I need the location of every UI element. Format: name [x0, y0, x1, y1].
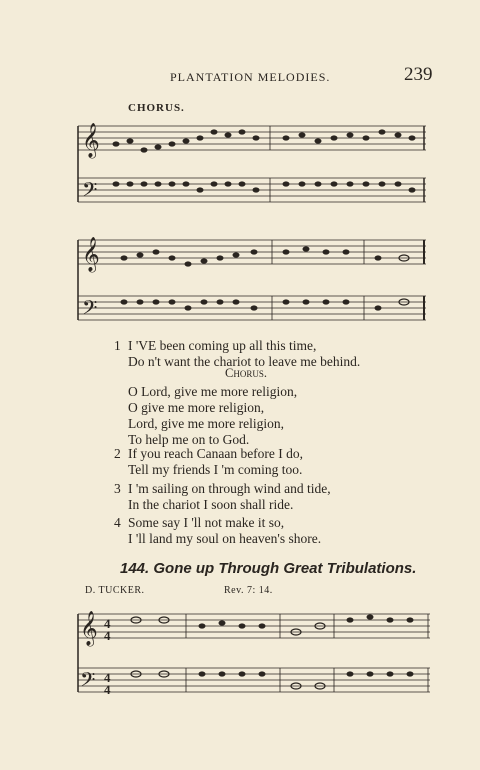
svg-text:𝄢: 𝄢	[80, 668, 96, 696]
verse-line: Tell my friends I 'm coming too.	[128, 462, 303, 477]
svg-text:𝄞: 𝄞	[82, 123, 100, 158]
chorus-text	[0, 384, 480, 448]
verse-line: I 'll land my soul on heaven's shore.	[128, 531, 322, 546]
verse-number: 1	[114, 338, 121, 353]
chorus-label: Chorus.	[225, 366, 267, 380]
chorus-line: O give me more religion,	[128, 400, 265, 415]
svg-text:4: 4	[104, 670, 111, 685]
verse-4	[0, 515, 480, 547]
svg-text:𝄢: 𝄢	[82, 296, 98, 324]
svg-text:4: 4	[104, 682, 111, 697]
chorus-line: To help me on to God.	[128, 432, 250, 447]
verse-line: If you reach Canaan before I do,	[128, 446, 304, 461]
svg-text:𝄞: 𝄞	[80, 611, 98, 646]
verse-line: Some say I 'll not make it so,	[128, 515, 285, 530]
verse-line: I 'm sailing on through wind and tide,	[128, 481, 331, 496]
verse-number: 3	[114, 481, 121, 496]
svg-text:4: 4	[104, 616, 111, 631]
music-system-2	[74, 228, 430, 328]
verse-line: In the chariot I soon shall ride.	[128, 497, 294, 512]
svg-text:𝄢: 𝄢	[82, 178, 98, 206]
svg-text:4: 4	[104, 628, 111, 643]
staff-system-2	[74, 228, 430, 328]
scripture-reference: Rev. 7: 14.	[224, 585, 273, 596]
verse-number: 2	[114, 446, 121, 461]
music-system-3	[74, 600, 434, 702]
verse-number: 4	[114, 515, 121, 530]
chorus-heading: CHORUS.	[128, 102, 185, 114]
chorus-line: O Lord, give me more religion,	[128, 384, 298, 399]
verse-line: I 'VE been coming up all this time,	[128, 338, 317, 353]
hymn-title: 144. Gone up Through Great Tribulations.	[120, 560, 417, 577]
verse-2	[0, 446, 480, 478]
staff-system-1	[74, 118, 430, 214]
svg-text:𝄞: 𝄞	[82, 237, 100, 272]
staff-system-3	[74, 600, 434, 702]
music-system-1	[74, 118, 430, 214]
verse-line: Do n't want the chariot to leave me behind.	[128, 354, 361, 369]
composer: D. TUCKER.	[85, 585, 145, 596]
running-header: PLANTATION MELODIES.	[170, 70, 331, 84]
page-number: 239	[404, 64, 433, 85]
verse-3	[0, 481, 480, 513]
chorus-line: Lord, give me more religion,	[128, 416, 284, 431]
